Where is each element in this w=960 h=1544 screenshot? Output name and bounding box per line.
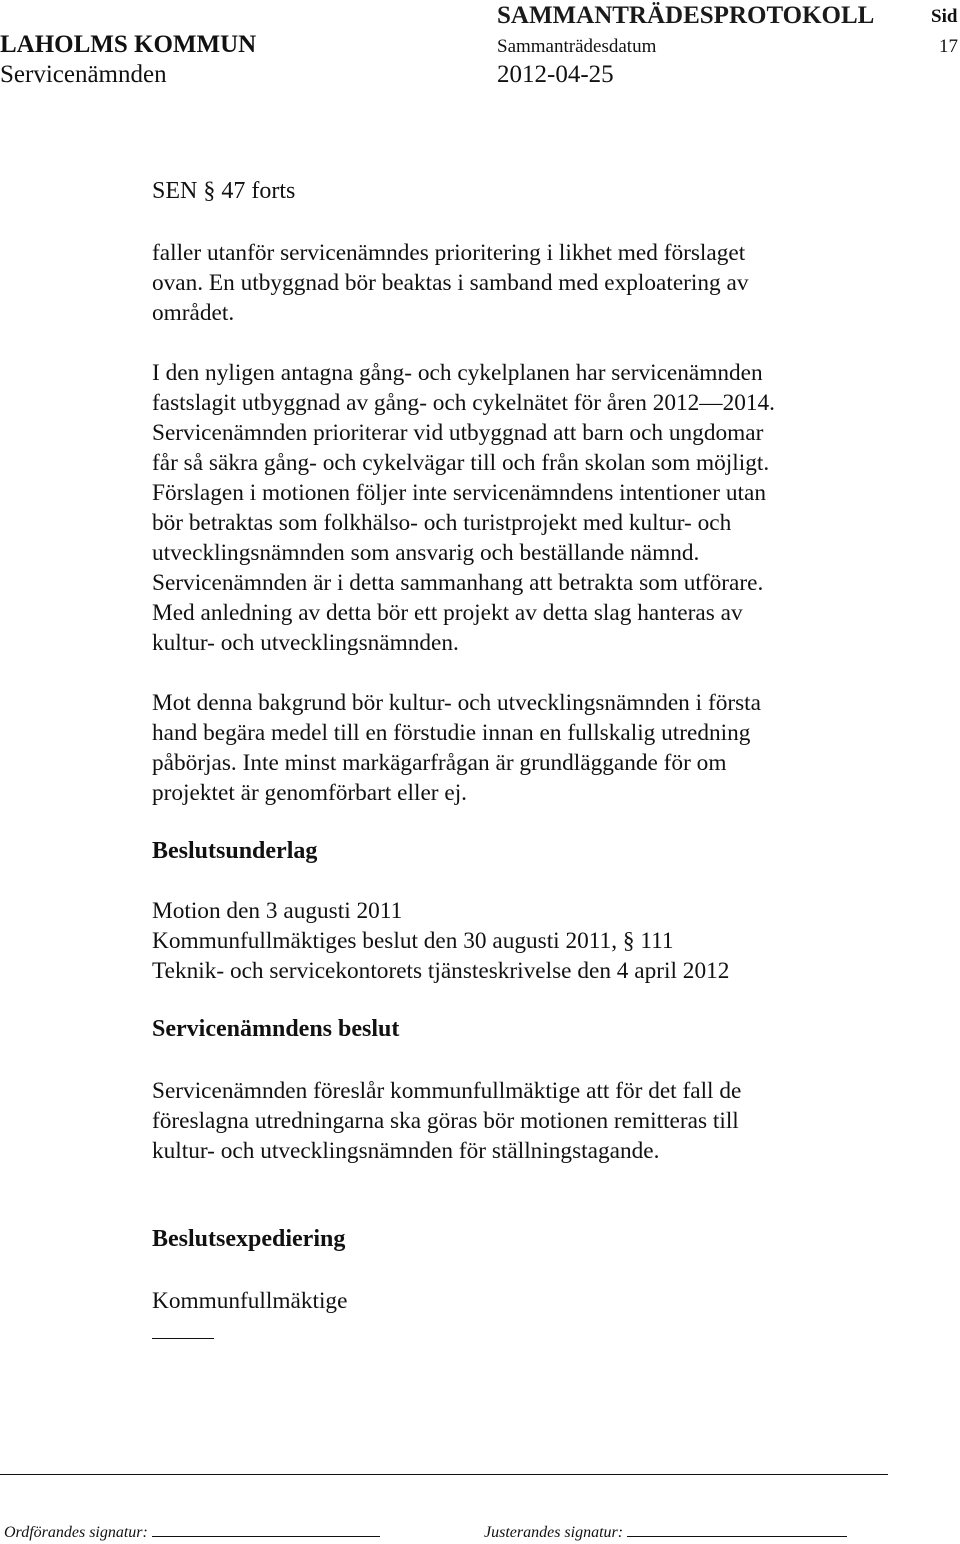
committee-name: Servicenämnden <box>0 61 167 88</box>
section-reference: SEN § 47 forts <box>152 178 296 204</box>
meeting-date: 2012-04-25 <box>497 61 614 88</box>
text-line: kultur- och utvecklingsnämnden för ställningstagande. <box>152 1138 660 1164</box>
paragraph-background <box>152 688 859 808</box>
text-line: I den nyligen antagna gång- och cykelplanen har servicenämnden <box>152 360 763 386</box>
meeting-date-label: Sammanträdesdatum <box>497 36 657 57</box>
text-line: projektet är genomförbart eller ej. <box>152 780 468 806</box>
chair-signature-line <box>152 1522 380 1537</box>
text-line: kultur- och utvecklingsnämnden. <box>152 630 459 656</box>
decision-basis-item: Kommunfullmäktiges beslut den 30 augusti 2011, § 111 <box>152 928 674 954</box>
document-type-title: SAMMANTRÄDESPROTOKOLL <box>497 2 875 29</box>
adjuster-signature-label: Justerandes signatur: <box>484 1524 624 1541</box>
text-line: Mot denna bakgrund bör kultur- och utvecklingsnämnden i första <box>152 690 761 716</box>
decision-basis-item: Teknik- och servicekontorets tjänsteskrivelse den 4 april 2012 <box>152 958 730 984</box>
adjuster-signature-line <box>627 1522 847 1537</box>
text-line: området. <box>152 300 235 326</box>
text-line: ovan. En utbyggnad bör beaktas i samband med exploatering av <box>152 270 749 296</box>
text-line: fastslagit utbyggnad av gång- och cykelnätet för åren 2012—2014. <box>152 390 776 416</box>
chair-signature-label: Ordförandes signatur: <box>4 1524 148 1541</box>
text-line: Servicenämnden prioriterar vid utbyggnad att barn och ungdomar <box>152 420 764 446</box>
footer-rule <box>0 1474 888 1475</box>
adjuster-signature <box>484 1522 847 1542</box>
paragraph-cycle-plan <box>152 358 859 658</box>
text-line: faller utanför servicenämndes prioritering i likhet med förslaget <box>152 240 746 266</box>
text-line: får så säkra gång- och cykelvägar till och från skolan som möjligt. <box>152 450 770 476</box>
decision-basis-item: Motion den 3 augusti 2011 <box>152 898 403 924</box>
paragraph-continuation <box>152 238 859 328</box>
separator-dash <box>152 1338 214 1339</box>
text-line: Med anledning av detta bör ett projekt av detta slag hanteras av <box>152 600 743 626</box>
text-line: Servicenämnden är i detta sammanhang att betrakta som utförare. <box>152 570 764 596</box>
text-line: hand begära medel till en förstudie innan en fullskalig utredning <box>152 720 751 746</box>
distribution-heading: Beslutsexpediering <box>152 1226 346 1252</box>
decision-heading: Servicenämndens beslut <box>152 1016 400 1042</box>
chair-signature <box>4 1522 380 1542</box>
text-line: föreslagna utredningarna ska göras bör motionen remitteras till <box>152 1108 739 1134</box>
page-number: 17 <box>939 36 958 57</box>
text-line: Förslagen i motionen följer inte servicenämndens intentioner utan <box>152 480 766 506</box>
text-line: påbörjas. Inte minst markägarfrågan är grundläggande för om <box>152 750 727 776</box>
page-label: Sid <box>931 6 958 27</box>
text-line: utvecklingsnämnden som ansvarig och beställande nämnd. <box>152 540 700 566</box>
organization-name: LAHOLMS KOMMUN <box>0 31 257 58</box>
distribution-recipient: Kommunfullmäktige <box>152 1288 348 1314</box>
decision-text <box>152 1076 859 1166</box>
text-line: bör betraktas som folkhälso- och turistprojekt med kultur- och <box>152 510 732 536</box>
text-line: Servicenämnden föreslår kommunfullmäktige att för det fall de <box>152 1078 742 1104</box>
decision-basis-heading: Beslutsunderlag <box>152 838 318 864</box>
